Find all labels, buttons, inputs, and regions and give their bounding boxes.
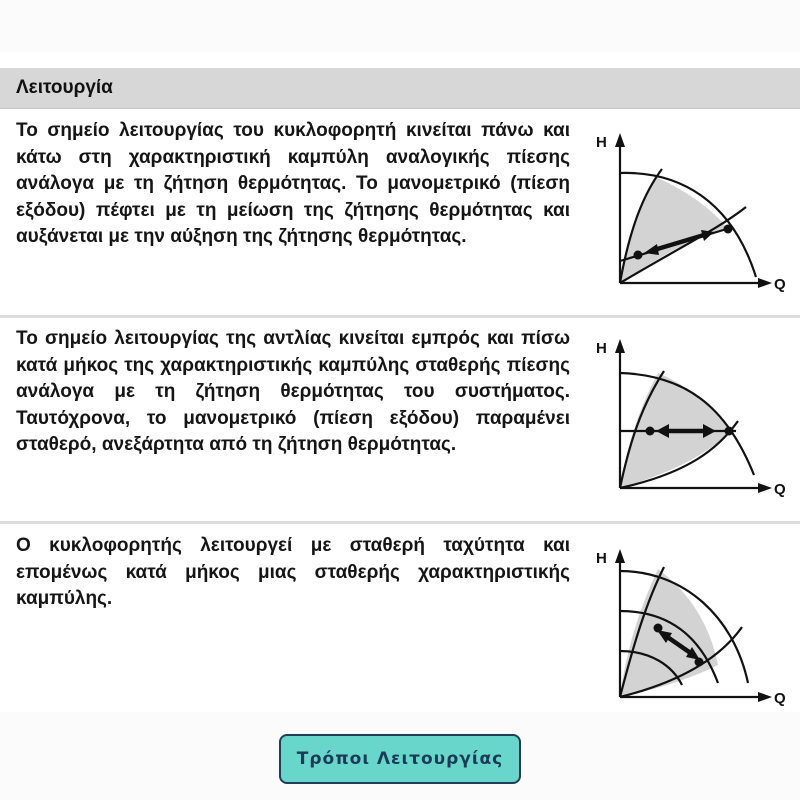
operating-point-high xyxy=(724,225,733,234)
x-axis-label: Q xyxy=(774,481,786,498)
y-axis-arrow xyxy=(615,549,625,563)
x-axis-arrow xyxy=(758,483,772,493)
y-axis-label: H xyxy=(596,134,607,151)
y-axis-label: H xyxy=(596,340,607,357)
mode-proportional-pressure-text: Το σημείο λειτουργίας του κυκλοφορητή κινείται πάνω και κάτω στη χαρακτηριστική καμπύλη αναλογικής πίεσης ανάλογα με τη ζήτηση θερμότητας. Το μανομετρικό (πίεση εξόδου) πέφτει με τη μείωση της ζήτησης θερμότητας και αυξάνεται με την αύξηση της ζήτησης θερμότητας. xyxy=(16,120,570,247)
proportional-pressure-diagram xyxy=(588,117,793,292)
y-axis-arrow xyxy=(615,133,625,147)
section-divider xyxy=(0,521,800,524)
operating-point-high xyxy=(695,658,704,667)
section-divider xyxy=(0,315,800,318)
section-header xyxy=(0,68,800,109)
operating-point-low xyxy=(634,251,643,260)
operating-point-low xyxy=(646,427,655,436)
x-axis-label: Q xyxy=(774,276,786,292)
constant-pressure-diagram xyxy=(588,325,793,500)
operating-point-low xyxy=(654,624,663,633)
mode-constant-speed-text: Ο κυκλοφορητής λειτουργεί με σταθερή ταχύτητα και επομένως κατά μήκος μιας σταθερής χαρακτηριστικής καμπύλης. xyxy=(16,535,570,609)
x-axis-label: Q xyxy=(774,690,786,707)
x-axis-arrow xyxy=(758,692,772,702)
x-axis-arrow xyxy=(758,278,772,288)
constant-speed-diagram xyxy=(588,533,793,708)
operating-point-high xyxy=(725,427,734,436)
section-title: Λειτουργία xyxy=(16,77,113,98)
operating-modes-button[interactable]: Τρόποι Λειτουργίας xyxy=(279,734,521,784)
y-axis-label: H xyxy=(596,550,607,567)
y-axis-arrow xyxy=(615,339,625,353)
top-bar xyxy=(0,0,800,52)
mode-constant-pressure-text: Το σημείο λειτουργίας της αντλίας κινείται εμπρός και πίσω κατά μήκος της χαρακτηριστικής καμπύλης σταθερής πίεσης ανάλογα με τη ζήτηση θερμότητας του συστήματος. Ταυτόχρονα, το μανομετρικό (πίεση εξόδου) παραμένει σταθερό, ανεξάρτητα από τη ζήτηση θερμότητας. xyxy=(16,328,570,455)
